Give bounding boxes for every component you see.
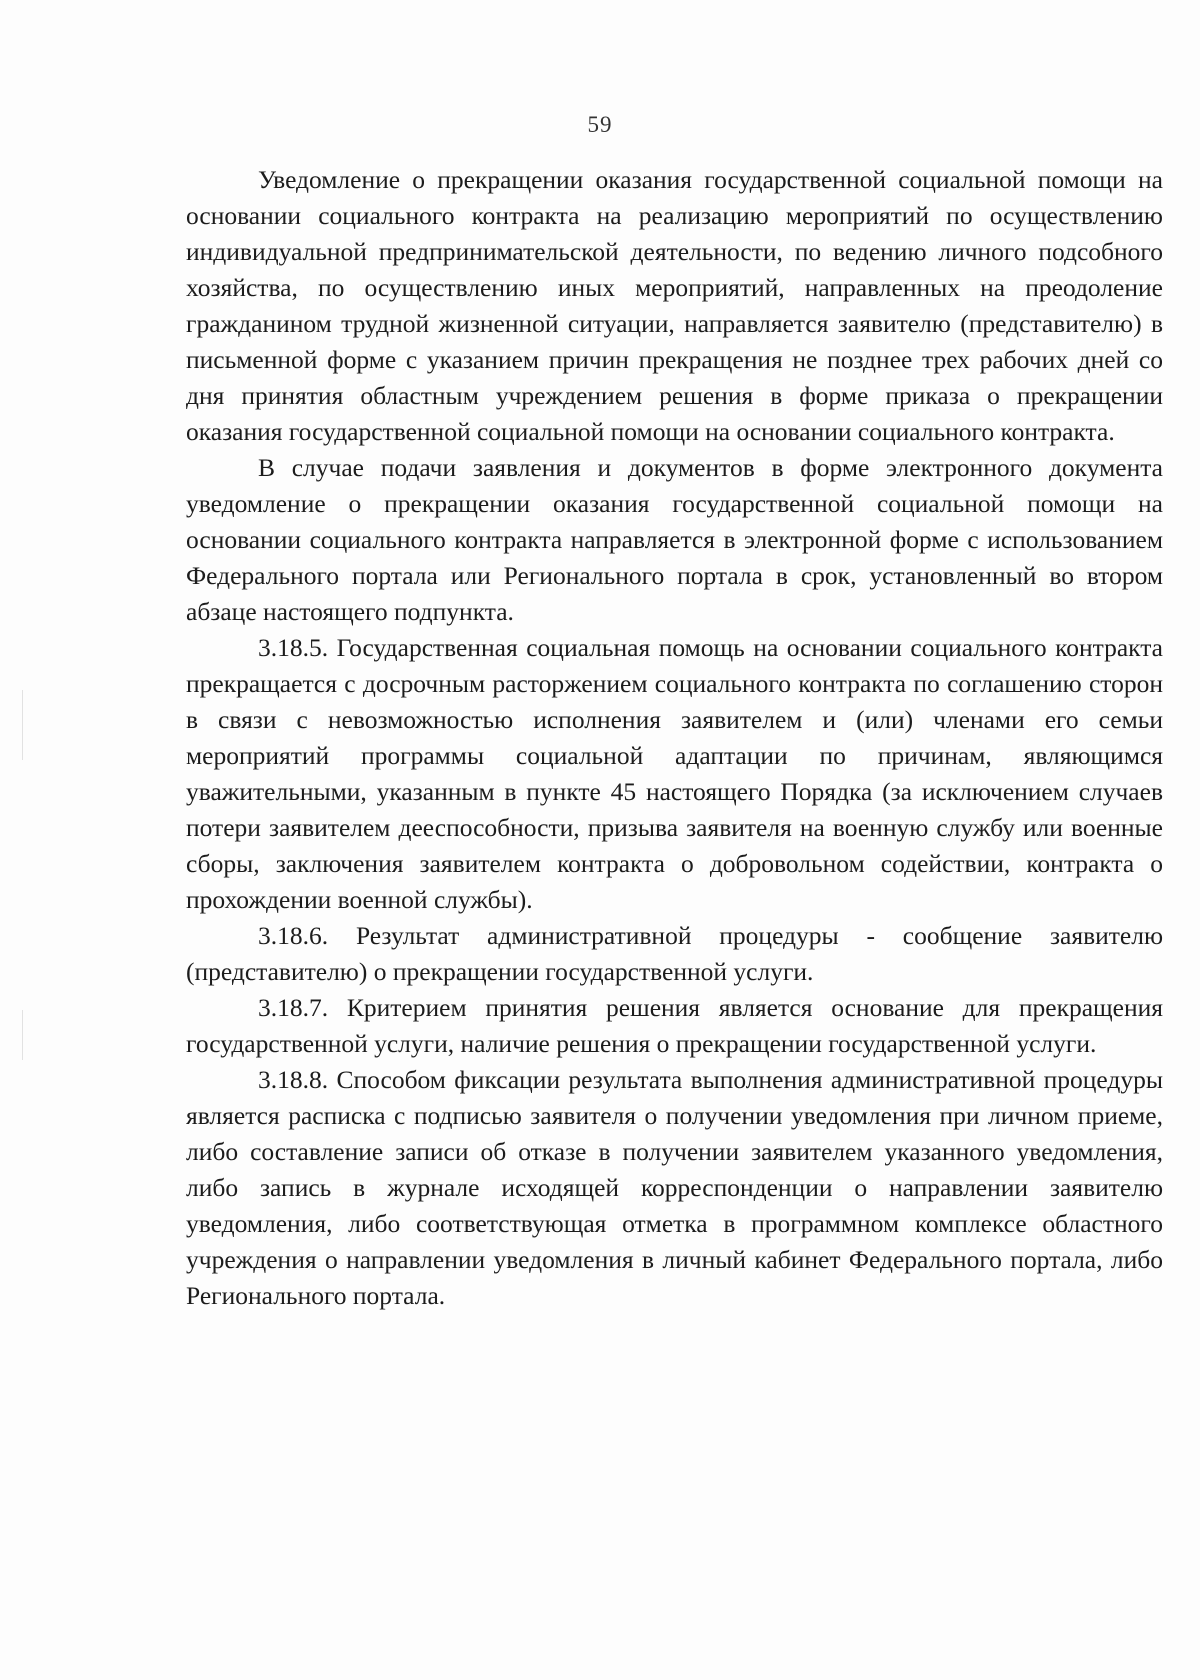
paragraph-3-18-8: 3.18.8. Способом фиксации результата выполнения административной процедуры является расписка с подписью заявителя о получении уведомления при личном приеме, либо составление записи об отказе в получении заявителем указанного уведомления, либо запись в журнале исходящей корреспонденции о направлении заявителю уведомления, либо соответствующая отметка в программном комплексе областного учреждения о направлении уведомления в личный кабинет Федерального портала, либо Регионального портала. bbox=[186, 1065, 1163, 1310]
paragraph-3-18-6: 3.18.6. Результат административной процедуры - сообщение заявителю (представителю) о прекращении государственной услуги. bbox=[186, 921, 1163, 986]
paragraph-3-18-7: 3.18.7. Критерием принятия решения является основание для прекращения государственной услуги, наличие решения о прекращении государственной услуги. bbox=[186, 993, 1163, 1058]
scan-margin-line bbox=[22, 690, 23, 760]
scan-margin-line bbox=[22, 1010, 23, 1060]
page-number: 59 bbox=[587, 112, 613, 137]
paragraph-notification: Уведомление о прекращении оказания государственной социальной помощи на основании социального контракта на реализацию мероприятий по осуществлению индивидуальной предпринимательской деятельности, по ведению личного подсобного хозяйства, по осуществлению иных мероприятий, направленных на преодоление гражданином трудной жизненной ситуации, направляется заявителю (представителю) в письменной форме с указанием причин прекращения не позднее трех рабочих дней со дня принятия областным учреждением решения в форме приказа о прекращении оказания государственной социальной помощи на основании социального контракта. bbox=[186, 165, 1163, 446]
paragraph-electronic-document: В случае подачи заявления и документов в форме электронного документа уведомление о прекращении оказания государственной социальной помощи на основании социального контракта направляется в электронной форме с использованием Федерального портала или Регионального портала в срок, установленный во втором абзаце настоящего подпункта. bbox=[186, 453, 1163, 626]
paragraph-3-18-5: 3.18.5. Государственная социальная помощь на основании социального контракта прекращается с досрочным расторжением социального контракта по соглашению сторон в связи с невозможностью исполнения заявителем и (или) членами его семьи мероприятий программы социальной адаптации по причинам, являющимся уважительными, указанным в пункте 45 настоящего Порядка (за исключением случаев потери заявителем дееспособности, призыва заявителя на военную службу или военные сборы, заключения заявителем контракта о добровольном содействии, контракта о прохождении военной службы). bbox=[186, 633, 1163, 914]
document-body bbox=[186, 162, 1163, 1314]
